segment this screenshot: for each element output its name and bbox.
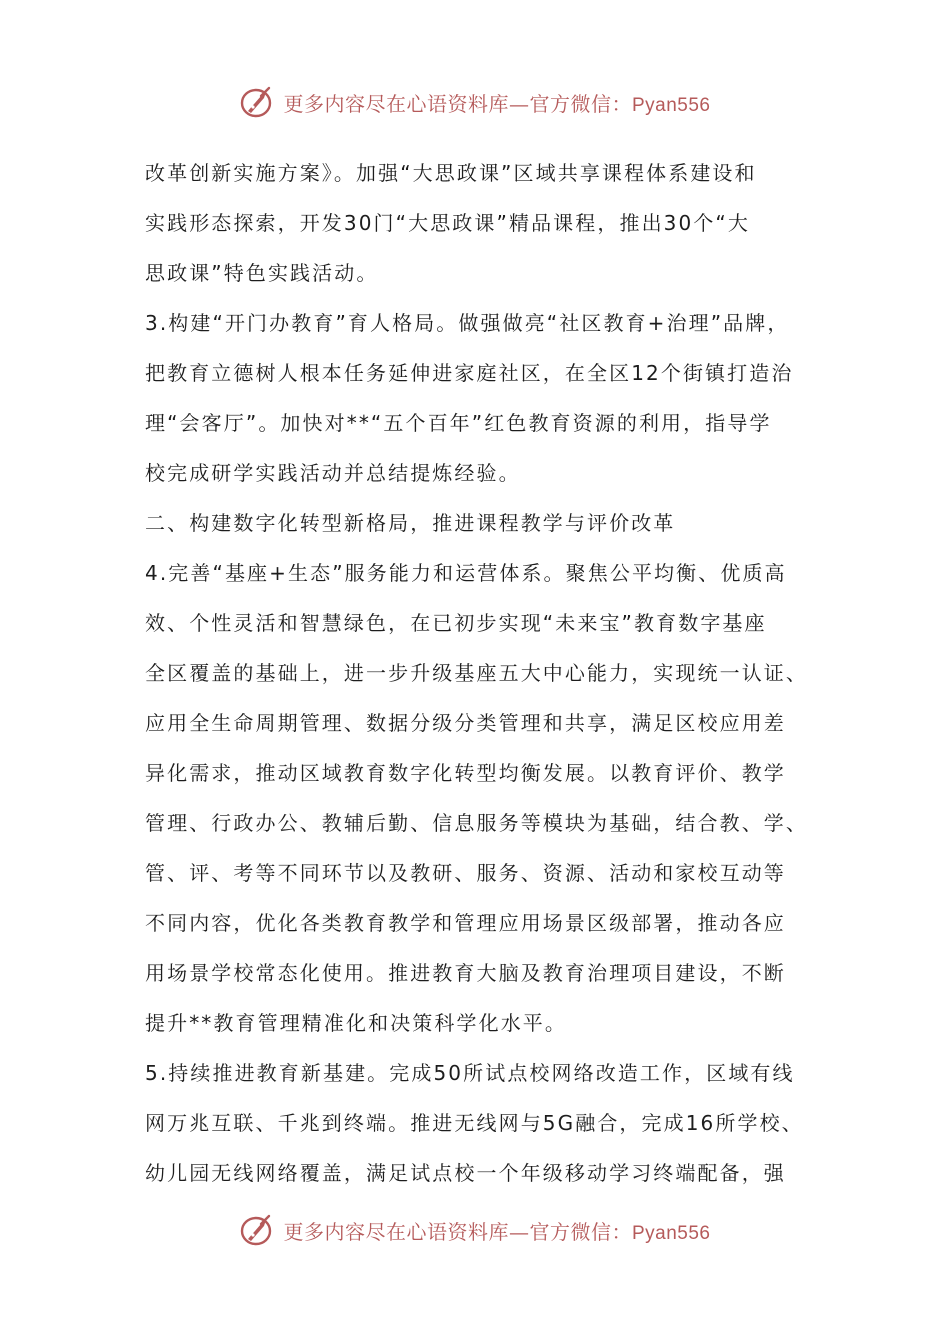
header-watermark — [0, 82, 950, 122]
watermark-inner — [239, 1212, 710, 1248]
body-line: 5.持续推进教育新基建。完成50所试点校网络改造工作，区域有线 — [145, 1061, 795, 1085]
pen-nib-circle-logo-icon — [239, 1212, 277, 1248]
body-line: 思政课”特色实践活动。 — [145, 261, 379, 285]
body-line: 3.构建“开门办教育”育人格局。做强做亮“社区教育+治理”品牌， — [145, 311, 790, 335]
body-line: 全区覆盖的基础上，进一步升级基座五大中心能力，实现统一认证、 — [145, 661, 808, 685]
wechat-id: Pyan556 — [631, 94, 711, 116]
body-line: 管、评、考等不同环节以及教研、服务、资源、活动和家校互动等 — [145, 861, 786, 885]
body-line: 把教育立德树人根本任务延伸进家庭社区，在全区12个街镇打造治 — [145, 361, 794, 385]
pen-nib-circle-logo-icon — [239, 84, 277, 120]
body-line: 4.完善“基座+生态”服务能力和运营体系。聚焦公平均衡、优质高 — [145, 561, 787, 585]
watermark-text: 更多内容尽在心语资料库—官方微信：Pyan556 — [283, 1219, 711, 1244]
body-line: 幼儿园无线网络覆盖，满足试点校一个年级移动学习终端配备，强 — [145, 1161, 786, 1185]
body-line: 用场景学校常态化使用。推进教育大脑及教育治理项目建设，不断 — [145, 961, 786, 985]
body-line: 实践形态探索，开发30门“大思政课”精品课程，推出30个“大 — [145, 211, 750, 235]
body-line: 网万兆互联、千兆到终端。推进无线网与5G融合，完成16所学校、 — [145, 1111, 804, 1135]
watermark-inner — [239, 84, 710, 120]
body-line: 理“会客厅”。加快对**“五个百年”红色教育资源的利用，指导学 — [145, 411, 772, 435]
document-body — [145, 148, 815, 1198]
body-line: 管理、行政办公、教辅后勤、信息服务等模块为基础，结合教、学、 — [145, 811, 808, 835]
wechat-id: Pyan556 — [631, 1222, 711, 1244]
body-line: 改革创新实施方案》。加强“大思政课”区域共享课程体系建设和 — [145, 161, 757, 185]
body-line: 校完成研学实践活动并总结提炼经验。 — [145, 461, 521, 485]
body-line: 效、个性灵活和智慧绿色，在已初步实现“未来宝”教育数字基座 — [145, 611, 767, 635]
section-heading: 二、构建数字化转型新格局，推进课程教学与评价改革 — [145, 511, 676, 535]
body-line: 应用全生命周期管理、数据分级分类管理和共享，满足区校应用差 — [145, 711, 786, 735]
watermark-text: 更多内容尽在心语资料库—官方微信：Pyan556 — [283, 91, 711, 116]
body-line: 异化需求，推动区域教育数字化转型均衡发展。以教育评价、教学 — [145, 761, 786, 785]
body-line: 提升**教育管理精准化和决策科学化水平。 — [145, 1011, 567, 1035]
footer-watermark — [0, 1210, 950, 1250]
body-line: 不同内容，优化各类教育教学和管理应用场景区级部署，推动各应 — [145, 911, 786, 935]
